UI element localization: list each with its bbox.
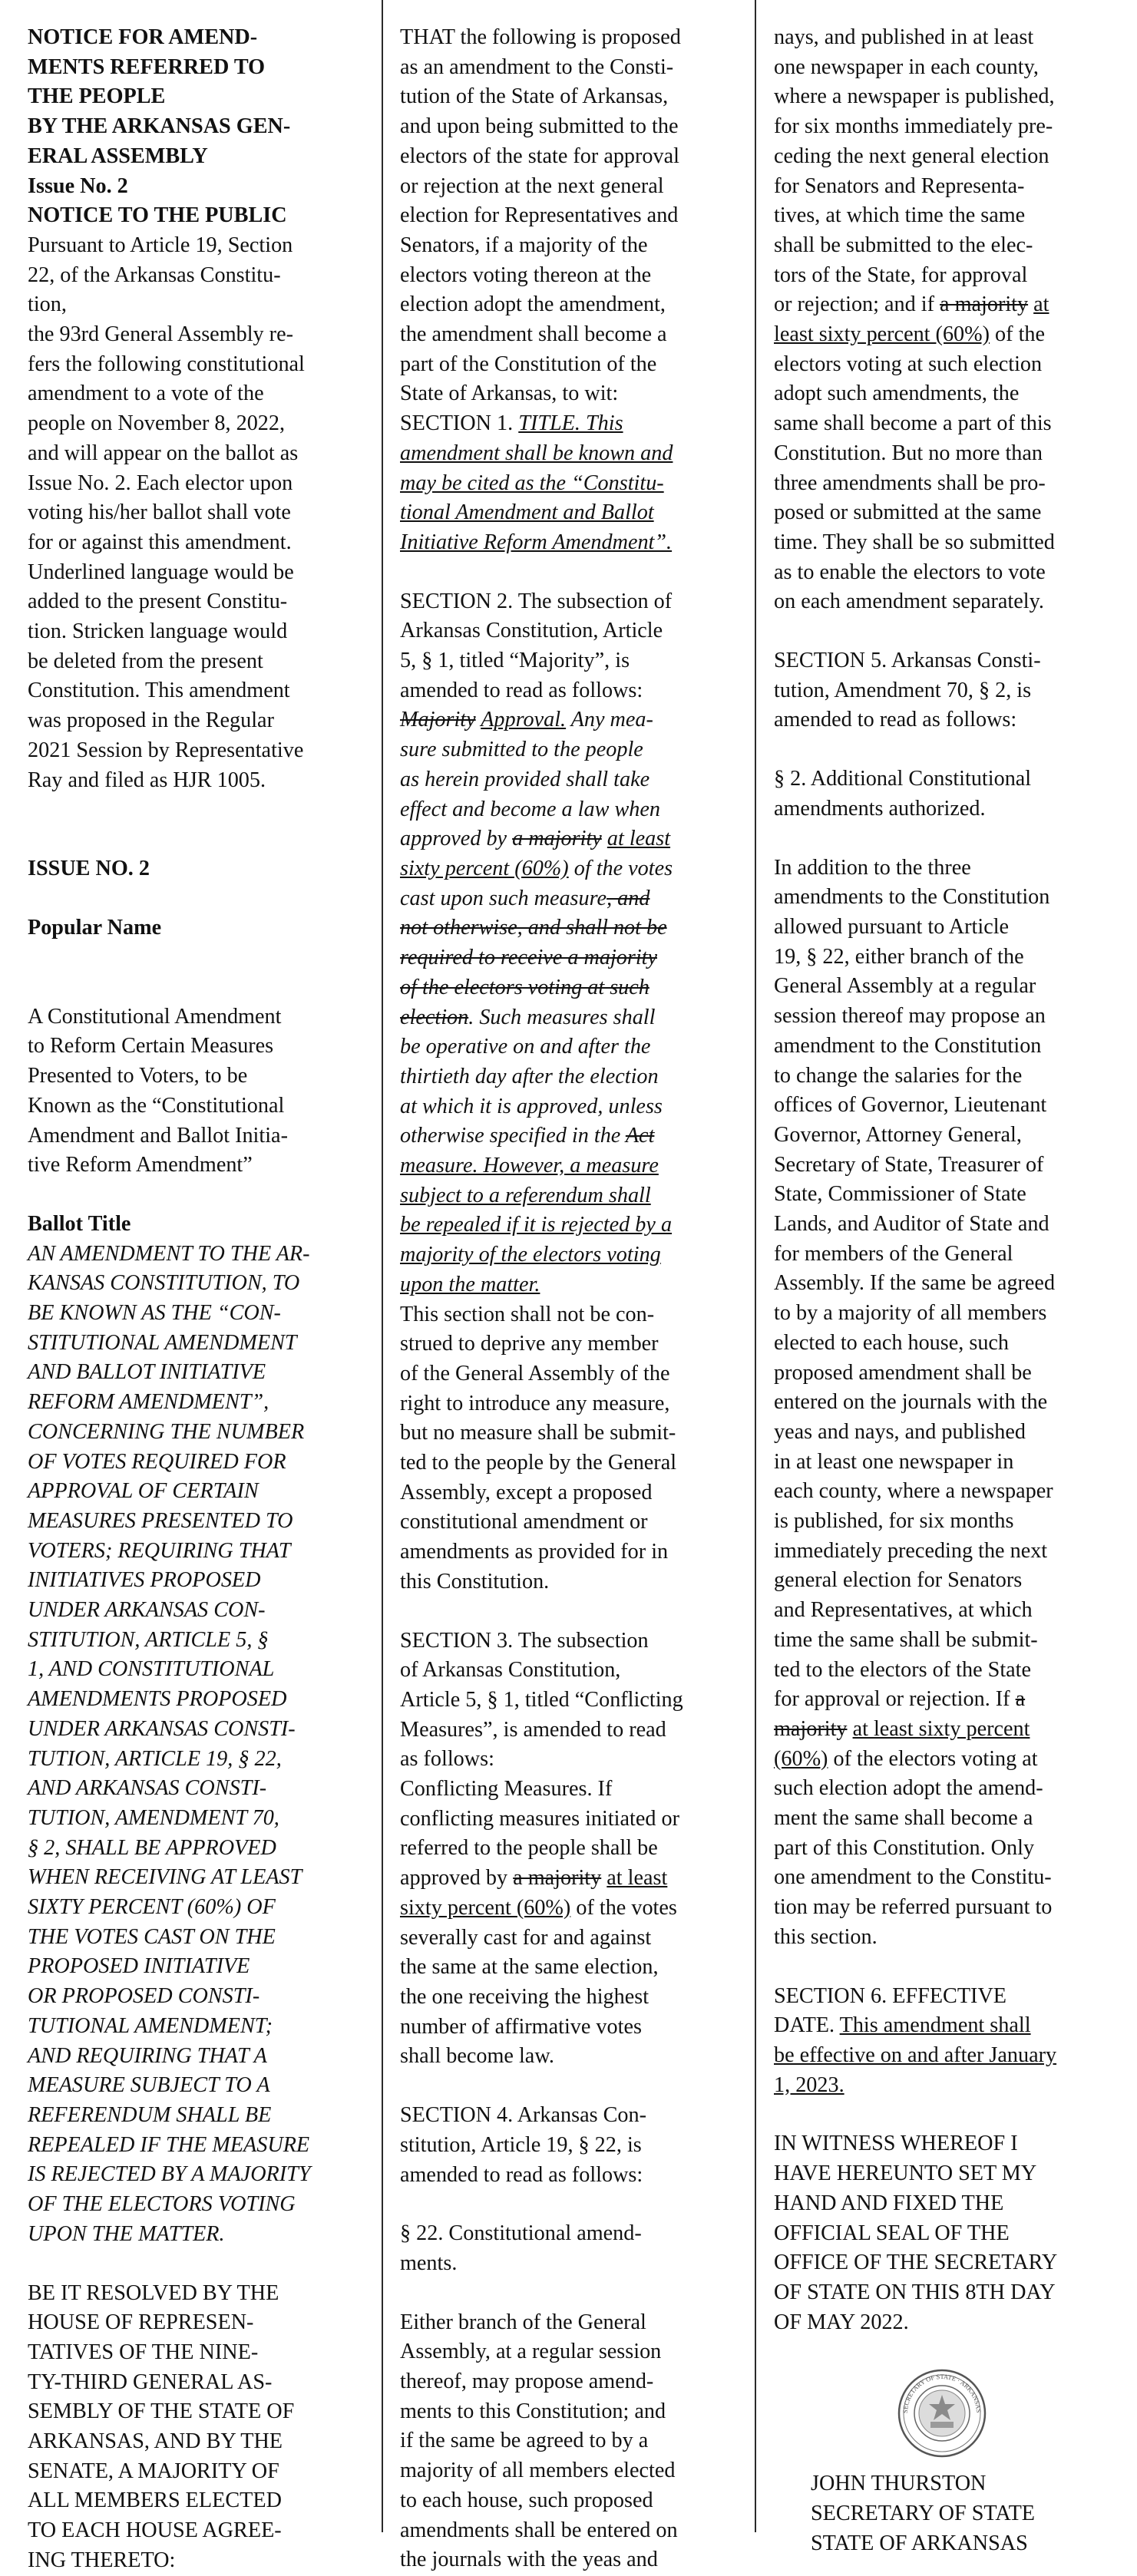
added-text: least sixty percent (60%) xyxy=(774,322,990,347)
text-span: of the electors voting at xyxy=(828,1746,1038,1771)
stricken-text: a majority xyxy=(513,1866,602,1891)
text-line: part of the Constitution of the xyxy=(400,352,657,376)
added-text: be repealed if it is rejected by a xyxy=(400,1213,673,1237)
text-line: Governor, Attorney General, xyxy=(774,1122,1022,1147)
signatory-name: JOHN THURSTON xyxy=(811,2472,987,2496)
issue-number-label: Issue No. 2 xyxy=(28,173,128,198)
text-line: as to enable the electors to vote xyxy=(774,560,1046,584)
text-line: as follows: xyxy=(400,1747,494,1772)
text-line: Senators, if a majority of the xyxy=(400,233,648,257)
text-line: Assembly. If the same be agreed xyxy=(774,1271,1056,1296)
text-line: SECTION 2. The subsection of xyxy=(400,589,673,613)
text-line: posed or submitted at the same xyxy=(774,500,1042,525)
text-line xyxy=(774,1715,1112,1745)
text-line: effect and become a law when xyxy=(400,797,660,821)
text-line: THAT the following is proposed xyxy=(400,25,681,49)
text-line: electors voting at such election xyxy=(774,352,1043,376)
text-line xyxy=(400,1894,738,1924)
text-line: 5, § 1, titled “Majority”, is xyxy=(400,649,630,673)
text-line: Known as the “Constitutional xyxy=(28,1093,285,1118)
text-line: electors of the state for approval xyxy=(400,144,679,168)
text-line: REPEALED IF THE MEASURE xyxy=(28,2132,310,2157)
text-line: TUTION, AMENDMENT 70, xyxy=(28,1805,279,1830)
stricken-text: a majority xyxy=(512,827,602,851)
text-line: fers the following constitutional xyxy=(28,352,305,376)
section-2-amended-text xyxy=(400,705,738,1300)
added-text: may be cited as the “Constitu- xyxy=(400,471,664,495)
section-5 xyxy=(774,646,1112,1953)
text-line: HAND AND FIXED THE xyxy=(774,2191,1004,2215)
text-line: TATIVES OF THE NINE- xyxy=(28,2340,259,2364)
stricken-text: a majority xyxy=(940,292,1029,317)
text-line: Either branch of the General xyxy=(400,2310,646,2334)
text-line: for members of the General xyxy=(774,1241,1013,1266)
added-text: at least xyxy=(607,827,671,851)
text-line: General Assembly at a regular xyxy=(774,974,1036,999)
text-line: three amendments shall be pro- xyxy=(774,471,1046,495)
text-line: to change the salaries for the xyxy=(774,1063,1023,1088)
text-line: OF STATE ON THIS 8TH DAY xyxy=(774,2280,1056,2304)
text-line: thirtieth day after the election xyxy=(400,1064,659,1088)
text-line: State, Commissioner of State xyxy=(774,1182,1026,1207)
text-line: shall become law. xyxy=(400,2044,554,2069)
added-text: at least sixty percent xyxy=(852,1716,1030,1741)
text-line: amendment to a vote of the xyxy=(28,381,264,406)
text-line: Ray and filed as HJR 1005. xyxy=(28,768,266,792)
text-line: severally cast for and against xyxy=(400,1925,652,1950)
text-span: . Such measures shall xyxy=(468,1005,656,1029)
text-line: majority of all members elected xyxy=(400,2459,676,2483)
text-line: SECTION 4. Arkansas Con- xyxy=(400,2103,647,2128)
added-text: sixty percent (60%) xyxy=(400,1895,571,1920)
text-line: for or against this amendment. xyxy=(28,530,292,554)
text-line: but no measure shall be submit- xyxy=(400,1421,676,1445)
text-line: to each house, such proposed xyxy=(400,2488,653,2512)
text-line: part of this Constitution. Only xyxy=(774,1835,1035,1860)
added-text: majority of the electors voting xyxy=(400,1243,661,1267)
text-line: CONCERNING THE NUMBER xyxy=(28,1419,305,1444)
text-line: AND BALLOT INITIATIVE xyxy=(28,1360,266,1385)
text-line: TUTIONAL AMENDMENT; xyxy=(28,2013,273,2038)
text-line: one newspaper in each county, xyxy=(774,54,1039,79)
text-line: Arkansas Constitution, Article xyxy=(400,619,663,643)
text-line: 22, of the Arkansas Constitu- xyxy=(28,263,281,287)
text-line: Lands, and Auditor of State and xyxy=(774,1212,1049,1237)
text-line: elected to each house, such xyxy=(774,1330,1010,1355)
text-line: SECTION 5. Arkansas Consti- xyxy=(774,649,1041,673)
section-6 xyxy=(774,1982,1112,2101)
text-line: strued to deprive any member xyxy=(400,1332,659,1356)
notice-to-public-heading: NOTICE TO THE PUBLIC xyxy=(28,203,287,228)
text-line: AND REQUIRING THAT A xyxy=(28,2043,267,2068)
section-3 xyxy=(400,1627,738,2072)
text-line: UNDER ARKANSAS CONSTI- xyxy=(28,1716,296,1741)
stricken-text: election xyxy=(400,1005,469,1029)
added-text: be effective on and after January xyxy=(774,2043,1057,2067)
text-line: Article 5, § 1, titled “Conflicting xyxy=(400,1687,683,1712)
text-line: KANSAS CONSTITUTION, TO xyxy=(28,1271,300,1296)
text-line: to Reform Certain Measures xyxy=(28,1034,274,1058)
text-line: tives, at which time the same xyxy=(774,203,1026,228)
text-line: Secretary of State, Treasurer of xyxy=(774,1152,1044,1177)
section-6-label: SECTION 6. EFFECTIVE xyxy=(774,1983,1007,2008)
text-line: tion may be referred pursuant to xyxy=(774,1895,1053,1920)
text-line: TUTION, ARTICLE 19, § 22, xyxy=(28,1746,282,1771)
text-line: amended to read as follows: xyxy=(774,708,1017,732)
text-line: ted to the people by the General xyxy=(400,1451,677,1475)
text-line: REFORM AMENDMENT”, xyxy=(28,1390,269,1415)
text-line: for six months immediately pre- xyxy=(774,114,1053,139)
text-span: Any mea- xyxy=(566,708,653,732)
text-line: SENATE, A MAJORITY OF xyxy=(28,2459,279,2483)
text-line: ARKANSAS, AND BY THE xyxy=(28,2429,283,2454)
text-line: this section. xyxy=(774,1924,878,1949)
text-line xyxy=(774,1685,1112,1715)
notice-header-line: NOTICE FOR AMEND- xyxy=(28,25,258,49)
text-line: Presented to Voters, to be xyxy=(28,1064,248,1088)
text-span: DATE. xyxy=(774,2013,840,2038)
text-line: proposed amendment shall be xyxy=(774,1360,1032,1385)
text-line: amendment to the Constitution xyxy=(774,1033,1042,1058)
text-line: allowed pursuant to Article xyxy=(774,914,1010,939)
section-2 xyxy=(400,587,738,1597)
text-line: 1, AND CONSTITUTIONAL xyxy=(28,1657,275,1682)
text-span: of the votes xyxy=(570,1895,677,1920)
text-line xyxy=(774,2011,1112,2041)
text-line: shall be submitted to the elec- xyxy=(774,233,1033,257)
text-line: PROPOSED INITIATIVE xyxy=(28,1954,250,1979)
text-line: or rejection at the next general xyxy=(400,173,664,198)
text-line: the 93rd General Assembly re- xyxy=(28,322,293,347)
stricken-text: a xyxy=(1015,1687,1026,1712)
text-line: be operative on and after the xyxy=(400,1035,651,1059)
seal-graphic xyxy=(897,2368,987,2459)
text-line: tion, xyxy=(28,292,67,317)
text-line: HOUSE OF REPRESEN- xyxy=(28,2310,254,2335)
stricken-text: required to receive a majority xyxy=(400,946,658,970)
text-line: ceding the next general election xyxy=(774,144,1049,168)
text-span: cast upon such measure xyxy=(400,886,607,910)
text-line: Issue No. 2. Each elector upon xyxy=(28,471,293,495)
text-line: amended to read as follows: xyxy=(400,678,643,702)
text-line xyxy=(400,409,738,439)
added-text: Approval. xyxy=(481,708,567,732)
stricken-text: not otherwise, and shall not be xyxy=(400,916,667,940)
text-line: UPON THE MATTER. xyxy=(28,2221,225,2246)
added-text: TITLE. This xyxy=(518,411,623,436)
text-line: number of affirmative votes xyxy=(400,2014,642,2039)
text-line: HAVE HEREUNTO SET MY xyxy=(774,2162,1037,2186)
text-line: ted to the electors of the State xyxy=(774,1657,1032,1682)
stricken-text: of the electors voting at such xyxy=(400,975,649,999)
text-line xyxy=(774,1745,1112,1775)
text-span: for approval or rejection. If xyxy=(774,1687,1016,1712)
text-line: Constitution. This amendment xyxy=(28,679,290,703)
text-line: Conflicting Measures. If xyxy=(400,1777,613,1802)
column-divider-left xyxy=(382,0,383,2532)
added-text: This amendment shall xyxy=(839,2013,1031,2038)
text-line: if the same be agreed to by a xyxy=(400,2429,649,2453)
text-line: MEASURES PRESENTED TO xyxy=(28,1508,293,1533)
column-3 xyxy=(774,23,1112,2558)
text-line: election adopt the amendment, xyxy=(400,292,666,317)
text-line: the one receiving the highest xyxy=(400,1985,649,2009)
text-line xyxy=(400,705,738,735)
text-line: referred to the people shall be xyxy=(400,1836,658,1861)
text-line: Assembly, at a regular session xyxy=(400,2340,662,2364)
text-line: STITUTION, ARTICLE 5, § xyxy=(28,1627,269,1652)
text-line: tion. Stricken language would xyxy=(28,619,288,644)
text-line: ments to this Constitution; and xyxy=(400,2399,666,2423)
text-line: amendments authorized. xyxy=(774,796,986,821)
text-line: BE KNOWN AS THE “CON- xyxy=(28,1301,281,1326)
text-line: AND ARKANSAS CONSTI- xyxy=(28,1776,267,1801)
column-2 xyxy=(400,23,738,2575)
text-line: IS REJECTED BY A MAJORITY xyxy=(28,2162,311,2187)
section-1 xyxy=(400,409,738,558)
text-line: the amendment shall become a xyxy=(400,322,667,347)
added-text: amendment shall be known and xyxy=(400,441,673,465)
added-text: (60%) xyxy=(774,1746,828,1771)
ballot-title-text xyxy=(28,1240,365,2250)
notice-header-line: THE PEOPLE xyxy=(28,84,166,109)
text-line: and will appear on the ballot as xyxy=(28,441,299,465)
text-line: such election adopt the amend- xyxy=(774,1776,1043,1801)
text-line: immediately preceding the next xyxy=(774,1538,1048,1563)
signatory-title: SECRETARY OF STATE xyxy=(811,2502,1036,2526)
text-line xyxy=(774,290,1112,320)
witness-clause xyxy=(774,2129,1112,2337)
section-1-label: SECTION 1. xyxy=(400,411,519,436)
text-line: tution of the State of Arkansas, xyxy=(400,84,669,109)
signatory-state: STATE OF ARKANSAS xyxy=(811,2531,1028,2555)
text-span: or rejection; and if xyxy=(774,292,940,317)
text-line xyxy=(400,1864,738,1894)
text-line: time. They shall be so submitted xyxy=(774,530,1055,554)
text-line: amendments shall be entered on xyxy=(400,2518,678,2542)
added-text: subject to a referendum shall xyxy=(400,1183,651,1207)
text-line: tors of the State, for approval xyxy=(774,263,1028,287)
added-text: upon the matter. xyxy=(400,1272,540,1296)
text-line: ments. xyxy=(400,2251,458,2275)
column-divider-right xyxy=(755,0,756,2532)
notice-header-line: BY THE ARKANSAS GEN- xyxy=(28,114,291,139)
added-text: at xyxy=(1033,292,1049,317)
stricken-text: , and xyxy=(607,886,650,910)
text-line: added to the present Constitu- xyxy=(28,590,288,614)
section-4-continued xyxy=(774,23,1112,617)
stricken-text: Act xyxy=(625,1124,655,1148)
added-text: 1, 2023. xyxy=(774,2072,844,2097)
text-line: OF VOTES REQUIRED FOR xyxy=(28,1449,286,1474)
popular-name-text xyxy=(28,1002,365,1181)
text-line: OF THE ELECTORS VOTING xyxy=(28,2192,296,2217)
text-line: the same at the same election, xyxy=(400,1955,659,1980)
text-line: THE VOTES CAST ON THE xyxy=(28,1924,276,1949)
text-line: SECTION 3. The subsection xyxy=(400,1628,649,1653)
text-line: § 22. Constitutional amend- xyxy=(400,2221,642,2246)
text-line: SIXTY PERCENT (60%) OF xyxy=(28,1895,276,1920)
text-line: Underlined language would be xyxy=(28,560,294,584)
text-line: INITIATIVES PROPOSED xyxy=(28,1568,261,1593)
text-line: election for Representatives and xyxy=(400,203,679,228)
text-line: ING THERETO: xyxy=(28,2548,176,2572)
text-line: A Constitutional Amendment xyxy=(28,1004,282,1029)
text-line: of Arkansas Constitution, xyxy=(400,1658,621,1683)
text-line: and Representatives, at which xyxy=(774,1598,1033,1623)
text-line: § 2. Additional Constitutional xyxy=(774,767,1032,791)
text-line: WHEN RECEIVING AT LEAST xyxy=(28,1865,302,1890)
text-line: VOTERS; REQUIRING THAT xyxy=(28,1538,291,1563)
added-text: at least xyxy=(607,1866,668,1891)
text-line: yeas and nays, and published xyxy=(774,1419,1026,1444)
text-line xyxy=(400,824,738,854)
text-line: offices of Governor, Lieutenant xyxy=(774,1093,1047,1118)
added-text: Initiative Reform Amendment”. xyxy=(400,530,673,554)
text-line: one amendment to the Constitu- xyxy=(774,1865,1052,1890)
text-line: BE IT RESOLVED BY THE xyxy=(28,2280,279,2305)
text-line: be deleted from the present xyxy=(28,649,263,673)
ballot-title-heading: Ballot Title xyxy=(28,1211,131,1236)
text-span: approved by xyxy=(400,827,513,851)
text-line: and upon being submitted to the xyxy=(400,114,679,139)
text-line: people on November 8, 2022, xyxy=(28,411,286,436)
text-line: of the General Assembly of the xyxy=(400,1361,670,1385)
proposal-paragraph xyxy=(400,23,738,409)
text-line: voting his/her ballot shall vote xyxy=(28,500,291,525)
notice-header-line: MENTS REFERRED TO xyxy=(28,54,266,79)
text-line: STITUTIONAL AMENDMENT xyxy=(28,1330,297,1355)
text-line xyxy=(400,1003,738,1033)
text-line: as herein provided shall take xyxy=(400,767,650,791)
text-line: ALL MEMBERS ELECTED xyxy=(28,2488,282,2513)
text-line: on each amendment separately. xyxy=(774,590,1044,614)
text-line: time the same shall be submit- xyxy=(774,1627,1038,1652)
text-line: Assembly, except a proposed xyxy=(400,1480,653,1504)
text-line: electors voting thereon at the xyxy=(400,263,652,287)
intro-paragraph xyxy=(28,231,365,795)
text-line: sure submitted to the people xyxy=(400,738,643,762)
text-line: AN AMENDMENT TO THE AR- xyxy=(28,1241,310,1266)
text-line: entered on the journals with the xyxy=(774,1390,1048,1415)
text-line: session thereof may propose an xyxy=(774,1004,1046,1029)
text-line: right to introduce any measure, xyxy=(400,1391,670,1415)
text-line: where a newspaper is published, xyxy=(774,84,1055,109)
text-line: adopt such amendments, the xyxy=(774,381,1020,406)
text-line: In addition to the three xyxy=(774,855,971,880)
text-line: MEASURE SUBJECT TO A xyxy=(28,2073,270,2098)
added-text: measure. However, a measure xyxy=(400,1154,659,1178)
stricken-text: majority xyxy=(774,1716,848,1741)
resolution-clause xyxy=(28,2279,365,2576)
text-line: IN WITNESS WHEREOF I xyxy=(774,2132,1018,2156)
column-1 xyxy=(28,23,365,2576)
text-line: tution, Amendment 70, § 2, is xyxy=(774,678,1032,702)
text-line: OFFICE OF THE SECRETARY xyxy=(774,2251,1058,2275)
text-line: to by a majority of all members xyxy=(774,1301,1047,1326)
text-line: at which it is approved, unless xyxy=(400,1094,663,1118)
text-line: amendments as provided for in xyxy=(400,1540,669,1564)
text-line: SEMBLY OF THE STATE OF xyxy=(28,2399,295,2424)
text-line: UNDER ARKANSAS CON- xyxy=(28,1598,266,1623)
text-line xyxy=(400,884,738,914)
text-line: OR PROPOSED CONSTI- xyxy=(28,1984,260,2009)
text-line: 19, § 22, either branch of the xyxy=(774,944,1024,969)
text-line: thereof, may propose amend- xyxy=(400,2370,654,2394)
text-line: APPROVAL OF CERTAIN xyxy=(28,1479,259,1504)
issue-heading: ISSUE NO. 2 xyxy=(28,857,150,881)
seal-lettering: SECRETARY OF STATE · ARKANSAS xyxy=(901,2373,983,2414)
text-line: REFERENDUM SHALL BE xyxy=(28,2103,272,2127)
text-line: same shall become a part of this xyxy=(774,411,1052,436)
text-line: each county, where a newspaper xyxy=(774,1479,1053,1504)
text-line xyxy=(400,1121,738,1151)
signature-block xyxy=(811,2469,1112,2558)
notice-header xyxy=(28,23,365,231)
text-line: Constitution. But no more than xyxy=(774,441,1043,465)
added-text: tional Amendment and Ballot xyxy=(400,500,654,525)
text-line: Measures”, is amended to read xyxy=(400,1717,666,1742)
added-text: sixty percent (60%) xyxy=(400,856,569,880)
text-line: TO EACH HOUSE AGREE- xyxy=(28,2518,282,2543)
text-line: State of Arkansas, to wit: xyxy=(400,381,619,406)
text-line: stitution, Article 19, § 22, is xyxy=(400,2132,642,2157)
text-line: as an amendment to the Consti- xyxy=(400,54,674,79)
text-line: the journals with the yeas and xyxy=(400,2548,658,2572)
text-line: is published, for six months xyxy=(774,1509,1014,1534)
text-line: conflicting measures initiated or xyxy=(400,1806,679,1831)
text-line: § 2, SHALL BE APPROVED xyxy=(28,1835,276,1860)
text-line: AMENDMENTS PROPOSED xyxy=(28,1687,287,1712)
text-line: general election for Senators xyxy=(774,1568,1023,1593)
text-line: amendments to the Constitution xyxy=(774,885,1050,910)
text-line: TY-THIRD GENERAL AS- xyxy=(28,2370,273,2394)
notice-header-line: ERAL ASSEMBLY xyxy=(28,144,208,168)
text-span: of the xyxy=(990,322,1046,347)
text-line: was proposed in the Regular xyxy=(28,708,274,733)
text-line: Pursuant to Article 19, Section xyxy=(28,233,293,257)
text-line: this Constitution. xyxy=(400,1569,550,1593)
text-span: otherwise specified in the xyxy=(400,1124,626,1148)
text-span: approved by xyxy=(400,1866,514,1891)
text-line: tive Reform Amendment” xyxy=(28,1153,253,1177)
text-line: for Senators and Representa- xyxy=(774,173,1025,198)
text-line: nays, and published in at least xyxy=(774,25,1034,49)
text-line: constitutional amendment or xyxy=(400,1510,648,1534)
text-span: of the votes xyxy=(568,856,673,880)
text-line: amended to read as follows: xyxy=(400,2162,643,2187)
popular-name-heading: Popular Name xyxy=(28,915,162,940)
section-4 xyxy=(400,2101,738,2575)
stricken-text: Majority xyxy=(400,708,476,732)
text-line: in at least one newspaper in xyxy=(774,1449,1014,1474)
text-line xyxy=(400,854,738,884)
text-line: OF MAY 2022. xyxy=(774,2310,909,2334)
text-line xyxy=(774,320,1112,350)
text-line: Amendment and Ballot Initia- xyxy=(28,1123,288,1148)
text-line: ment the same shall become a xyxy=(774,1806,1033,1831)
state-seal-icon xyxy=(897,2368,987,2459)
text-line: OFFICIAL SEAL OF THE xyxy=(774,2221,1010,2245)
text-line: 2021 Session by Representative xyxy=(28,738,304,762)
text-line: This section shall not be con- xyxy=(400,1302,655,1326)
